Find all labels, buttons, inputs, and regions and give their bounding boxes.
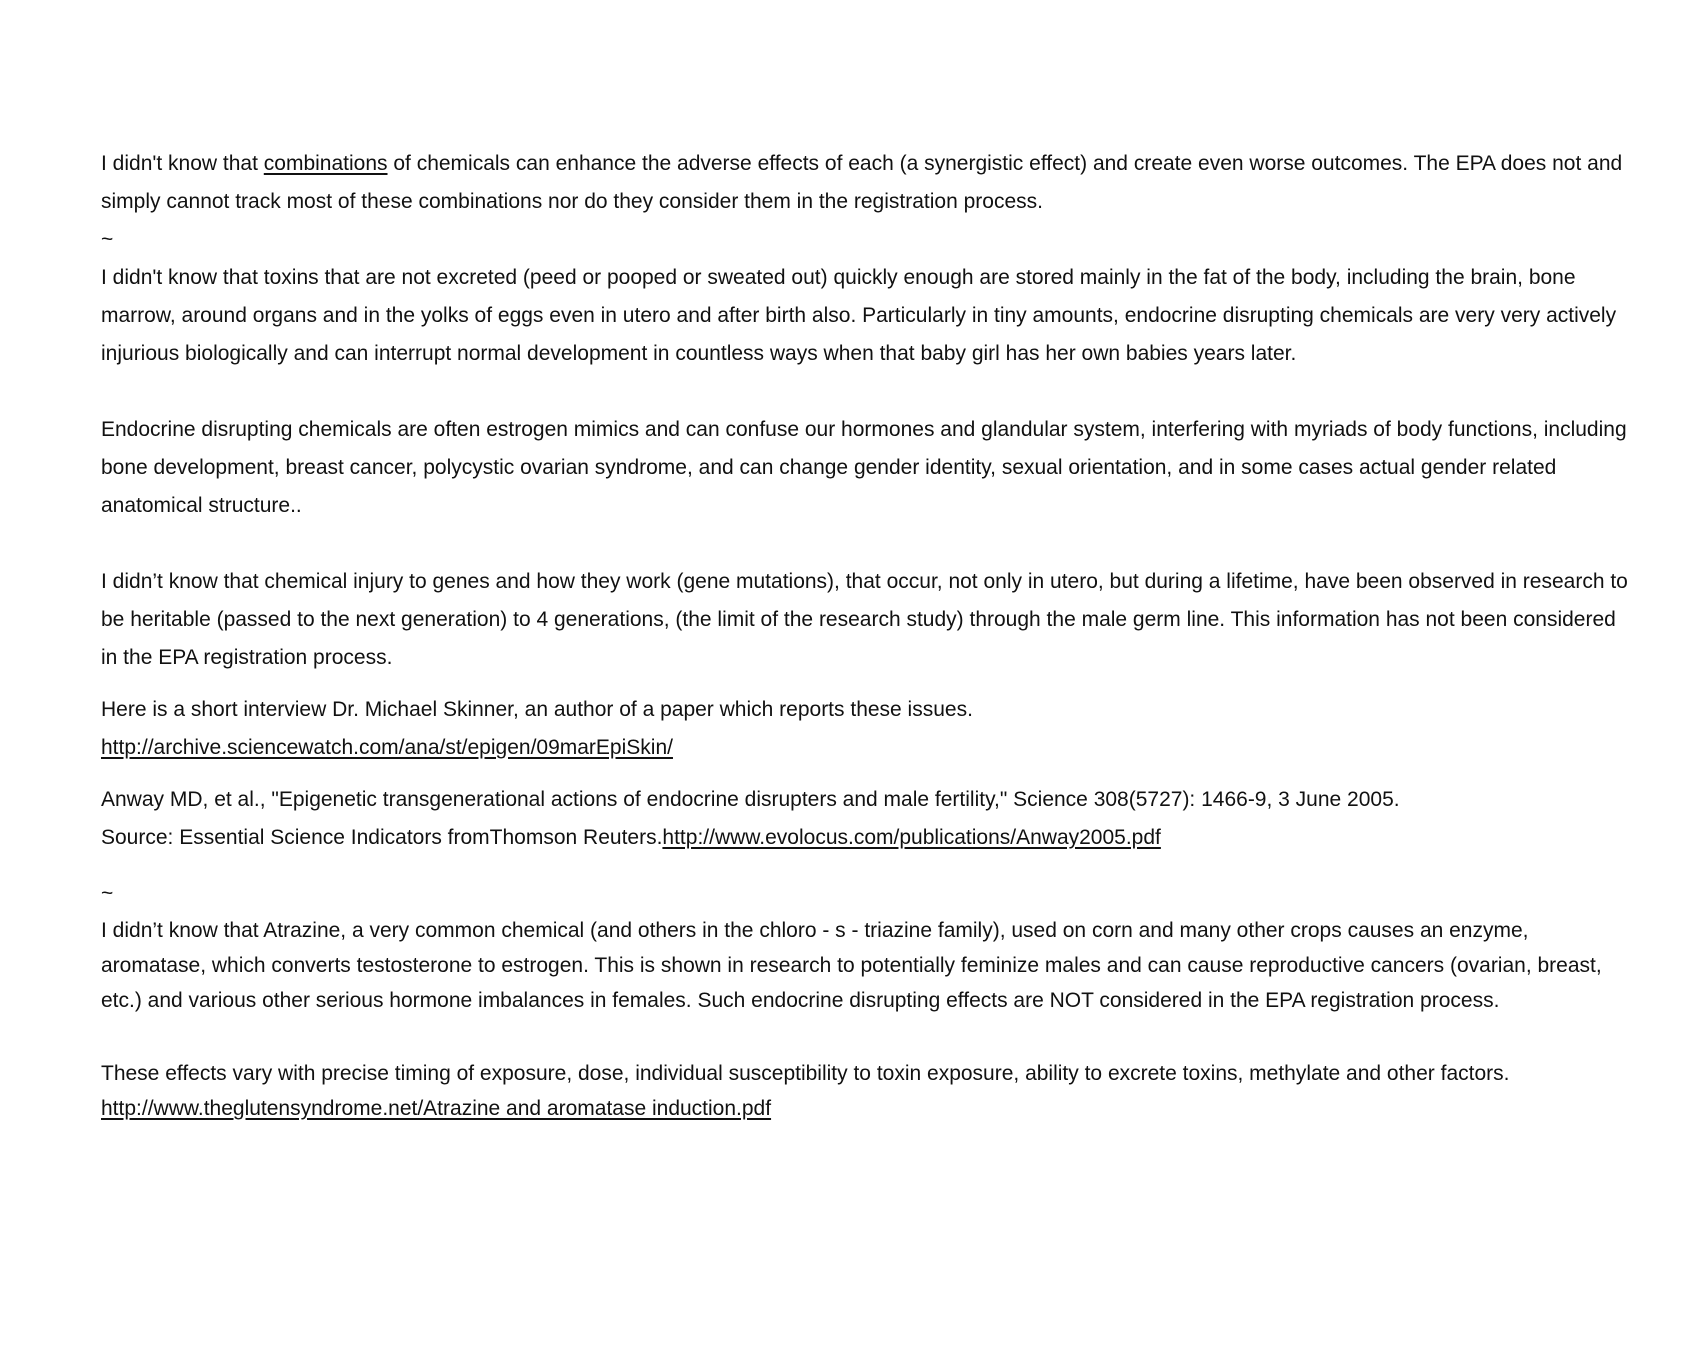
blank-line (101, 373, 1631, 411)
paragraph-combinations-lead: I didn't know that (101, 152, 264, 175)
spacer (101, 857, 1631, 875)
citation-source (101, 819, 1631, 857)
link-sciencewatch[interactable]: http://archive.sciencewatch.com/ana/st/epigen/09marEpiSkin/ (101, 736, 673, 759)
spacer (101, 767, 1631, 781)
citation-anway: Anway MD, et al., "Epigenetic transgenerational actions of endocrine disrupters and male fertility," Science 308(5727): 1466-9, 3 June 2005. (101, 788, 1400, 811)
underlined-word-combinations: combinations (263, 152, 388, 175)
paragraph-gene-mutations: I didn’t know that chemical injury to genes and how they work (gene mutations), that occur, not only in utero, but during a lifetime, have been observed in research to be heritable (passed to the next generation) to 4 generations, (the limit of the research study) through the male germ line. This information has not been considered in the EPA registration process. (101, 570, 1628, 669)
paragraph-combinations (101, 145, 1631, 221)
paragraph-atrazine: I didn’t know that Atrazine, a very common chemical (and others in the chloro - s - triazine family), used on corn and many other crops causes an enzyme, aromatase, which converts testosterone to estrogen. This is shown in research to potentially feminize males and can cause reproductive cancers (ovarian, breast, etc.) and various other serious hormone imbalances in females. Such endocrine disrupting effects are NOT considered in the EPA registration process. (101, 919, 1602, 1012)
paragraph-effects-vary: These effects vary with precise timing of exposure, dose, individual susceptibility to toxin exposure, ability to excrete toxins, methylate and other factors. (101, 1062, 1510, 1085)
link-glutensyndrome-pdf[interactable]: http://www.theglutensyndrome.net/Atrazine and aromatase induction.pdf (101, 1097, 772, 1120)
paragraph-toxins-fat: I didn't know that toxins that are not excreted (peed or pooped or sweated out) quickly enough are stored mainly in the fat of the body, including the brain, bone marrow, around organs and in the yolks of eggs even in utero and after birth also. Particularly in tiny amounts, endocrine disrupting chemicals are very very actively injurious biologically and can interrupt normal development in countless ways when that baby girl has her own babies years later. (101, 266, 1617, 365)
paragraph-skinner-interview: Here is a short interview Dr. Michael Skinner, an author of a paper which reports these issues. (101, 698, 973, 721)
blank-line (101, 1018, 1631, 1056)
separator-tilde-2: ~ (101, 882, 114, 905)
blank-line (101, 525, 1631, 563)
link-evolocus-pdf[interactable]: http://www.evolocus.com/publications/Anway2005.pdf (662, 826, 1161, 849)
paragraph-combinations-rest: of chemicals can enhance the adverse effects of each (a synergistic effect) and create even worse outcomes. The EPA does not and simply cannot track most of these combinations nor do they consider them in the registration process. (101, 152, 1623, 213)
citation-source-text: Source: Essential Science Indicators fromThomson Reuters. (101, 826, 663, 849)
spacer (101, 677, 1631, 691)
separator-tilde-1: ~ (101, 228, 114, 251)
document-page (101, 145, 1631, 1126)
paragraph-estrogen-mimics: Endocrine disrupting chemicals are often estrogen mimics and can confuse our hormones and glandular system, interfering with myriads of body functions, including bone development, breast cancer, polycystic ovarian syndrome, and can change gender identity, sexual orientation, and in some cases actual gender related anatomical structure.. (101, 418, 1627, 517)
